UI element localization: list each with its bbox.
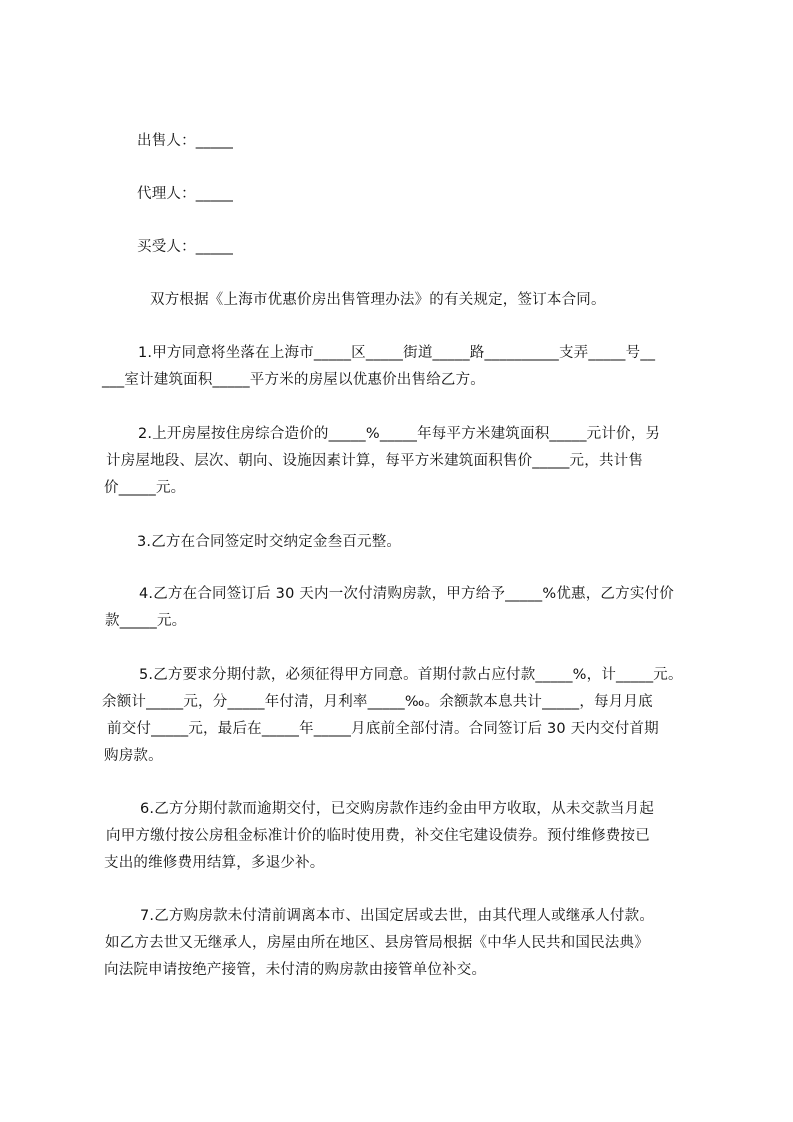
clause-6-line-2: 向甲方缴付按公房租金标准计价的临时使用费，补交住宅建设债券。预付维修费按已: [106, 828, 650, 844]
clause-6-line-3: 支出的维修费用结算，多退少补。: [104, 855, 325, 871]
clause-7-line-2: 如乙方去世又无继承人，房屋由所在地区、县房管局根据《中华人民共和国民法典》: [105, 935, 649, 951]
clause-4-line-2: 款_____元。: [105, 613, 187, 629]
buyer-line: 买受人：_____: [137, 239, 234, 255]
clause-7-line-1: 7.乙方购房款未付清前调离本市、出国定居或去世，由其代理人或继承人付款。: [140, 908, 655, 924]
clause-5-line-1: 5.乙方要求分期付款，必须征得甲方同意。首期付款占应付款_____%，计_____元。: [139, 667, 683, 683]
clause-6-line-1: 6.乙方分期付款而逾期交付，已交购房款作违约金由甲方收取，从未交款当月起: [140, 801, 655, 817]
clause-7-line-3: 向法院申请按绝产接管，未付清的购房款由接管单位补交。: [104, 962, 487, 978]
clause-2-line-2: 计房屋地段、层次、朝向、设施因素计算，每平方米建筑面积售价_____元，共计售: [106, 453, 644, 469]
clause-3-line-1: 3.乙方在合同签定时交纳定金叁百元整。: [137, 534, 402, 550]
agent-line: 代理人：_____: [137, 186, 234, 202]
seller-line: 出售人：_____: [137, 133, 234, 149]
clause-2-line-3: 价_____元。: [104, 480, 186, 496]
clause-5-line-3: 前交付_____元，最后在_____年_____月底前全部付清。合同签订后 30 天内交付首期: [107, 721, 659, 737]
clause-2-line-1: 2.上开房屋按住房综合造价的_____%_____年每平方米建筑面积_____元计价，另: [138, 426, 661, 442]
clause-1-line-1: 1.甲方同意将坐落在上海市_____区_____街道_____路__________支弄_____号__: [138, 345, 656, 361]
clause-5-line-4: 购房款。: [104, 748, 163, 764]
clause-4-line-1: 4.乙方在合同签订后 30 天内一次付清购房款，甲方给予_____%优惠，乙方实付价: [139, 586, 674, 602]
clause-5-line-2: 余额计_____元，分_____年付清，月利率_____‰。余额款本息共计_____，每月月底: [102, 694, 653, 710]
clause-1-line-2: ___室计建筑面积_____平方米的房屋以优惠价出售给乙方。: [102, 372, 485, 388]
intro-paragraph: 双方根据《上海市优惠价房出售管理办法》的有关规定，签订本合同。: [150, 292, 606, 308]
